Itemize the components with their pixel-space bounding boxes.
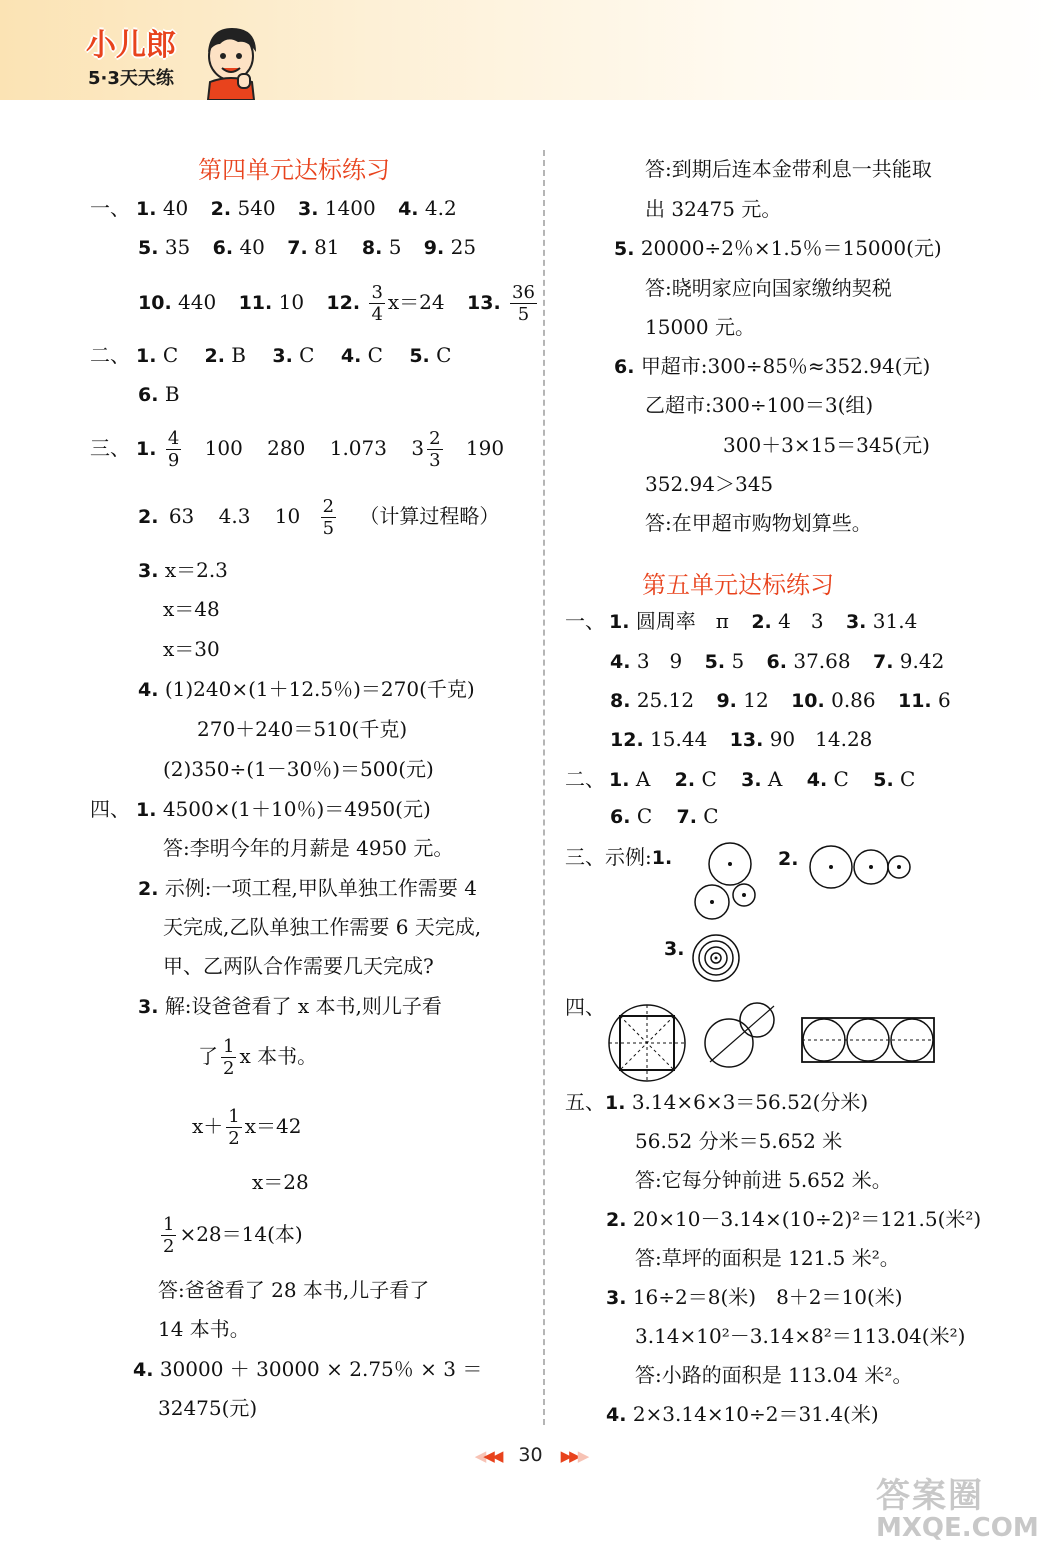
unit5-s1-line4: 12. 15.44 13. 90 14.28 [610, 727, 873, 751]
unit4-s2-line2: 6. B [138, 382, 180, 406]
brand-subtitle: 5·3天天练 [88, 68, 174, 89]
equation-line: 32475(元) [158, 1396, 258, 1420]
circles-figure-2 [805, 844, 917, 892]
answer: 25 [450, 235, 477, 259]
mascot-boy-icon [198, 22, 264, 100]
unit5-s3-label: 三、示例:1. [565, 845, 673, 869]
equation-line: 352.94＞345 [645, 472, 774, 496]
unit4-s3-q3: 3. x＝2.3 [138, 558, 228, 582]
concentric-circles-figure [690, 932, 742, 984]
fraction: $\frac{1}{2}$ [228, 1106, 240, 1149]
unit5-heading: 第五单元达标练习 [642, 571, 834, 599]
next-arrows-icon: ▶▶▶ [560, 1447, 587, 1465]
fraction: $\frac{1}{2}$ [163, 1214, 175, 1257]
answer-line: 答:它每分钟前进 5.652 米。 [635, 1168, 892, 1192]
unit4-s3-q2: 2. 63 4.3 10 $\frac{2}{5}$ （计算过程略） [138, 496, 500, 539]
page-footer [0, 1444, 1061, 1466]
unit5-s3-n3: 3. [664, 938, 685, 960]
unit5-s1-line3: 8. 25.12 9. 12 10. 0.86 11. 6 [610, 688, 951, 712]
unit5-s2-line1: 二、 1. A 2. C 3. A 4. C 5. C [565, 767, 916, 791]
unit4-s4-q3: 3. 解:设爸爸看了 x 本书,则儿子看 [138, 994, 442, 1018]
fraction: $\frac{4}{9}$ [167, 428, 180, 471]
answer-line: 答:晓明家应向国家缴纳契税 [645, 276, 892, 300]
unit4-s3-q1: 三、 1. $\frac{4}{9}$ 100 280 1.073 3 $\frac{2}{3}$ 190 [90, 428, 505, 471]
fraction: $\frac{3}{4}$ [371, 282, 383, 325]
brand-logo [86, 20, 266, 100]
section-label: 一、 [565, 609, 605, 633]
answer-line: 答:李明今年的月薪是 4950 元。 [163, 836, 454, 860]
right-q6: 6. 甲超市:300÷85％≈352.94(元) [614, 354, 931, 378]
answer: x＝24 [387, 290, 445, 314]
text-line: 甲、乙两队合作需要几天完成? [163, 954, 434, 978]
equation-line: x＝30 [163, 637, 220, 661]
text-line: 天完成,乙队单独工作需要 6 天完成, [163, 915, 482, 939]
brand-title: 小儿郎 [86, 28, 176, 63]
unit4-s1-line1: 一、 1. 40 2. 540 3. 1400 4. 4.2 [90, 196, 457, 220]
unit4-s1-line2: 5. 35 6. 40 7. 81 8. 5 9. 25 [138, 235, 477, 259]
section-label: 三、 [90, 436, 130, 460]
unit4-s4-q1: 四、 1. 4500×(1＋10％)＝4950(元) [90, 797, 431, 821]
watermark: 答案圈 MXQE.COM [876, 1476, 1039, 1543]
answer: 35 [164, 235, 191, 259]
square-in-circle-figure [604, 1000, 690, 1086]
unit4-s1-line3: 10. 440 11. 10 12. $\frac{3}{4}$ x＝24 13. $\frac{36}{5}$ [138, 282, 535, 325]
section-label: 五、 [565, 1090, 605, 1114]
fraction: $\frac{2}{3}$ [429, 428, 441, 471]
unit5-s5-q1: 五、1. 3.14×6×3＝56.52(分米) [565, 1090, 869, 1114]
fraction: $\frac{1}{2}$ [223, 1036, 235, 1079]
section-label: 一、 [90, 196, 130, 220]
tangent-circles-figure [702, 1000, 780, 1072]
equation-line: 270＋240＝510(千克) [197, 717, 408, 741]
equation-line: x＝28 [252, 1170, 309, 1194]
right-q5: 5. 20000÷2％×1.5％＝15000(元) [614, 236, 942, 260]
unit4-s4-q4: 4. 30000 ＋ 30000 × 2.75％ × 3 ＝ [133, 1357, 483, 1381]
answer-line: 15000 元。 [645, 315, 755, 339]
unit4-heading: 第四单元达标练习 [198, 156, 390, 184]
answer: 5 [388, 235, 402, 259]
unit5-s4-label: 四、 [565, 995, 605, 1019]
unit4-s3-q4: 4. (1)240×(1＋12.5％)＝270(千克) [138, 677, 475, 701]
answer-line: 答:到期后连本金带利息一共能取 [645, 157, 932, 181]
unit5-s1-line2: 4. 3 9 5. 5 6. 37.68 7. 9.42 [610, 649, 945, 673]
unit5-s3-n2: 2. [778, 848, 799, 870]
prev-arrows-icon: ◀◀◀ [474, 1447, 501, 1465]
answer: 4.2 [424, 196, 457, 220]
column-divider [543, 150, 545, 1425]
fraction: $\frac{36}{5}$ [512, 282, 535, 325]
equation-line: (2)350÷(1－30％)＝500(元) [163, 757, 434, 781]
answer-line: 答:小路的面积是 113.04 米²。 [635, 1363, 913, 1387]
unit4-s2-line1: 二、 1. C 2. B 3. C 4. C 5. C [90, 343, 452, 367]
equation-line: x＝48 [163, 597, 220, 621]
equation-line: 乙超市:300÷100＝3(组) [645, 393, 874, 417]
answer-line: 答:草坪的面积是 121.5 米²。 [635, 1246, 900, 1270]
text-line: 了 $\frac{1}{2}$ x 本书。 [198, 1036, 318, 1079]
answer-line: 答:爸爸看了 28 本书,儿子看了 [158, 1278, 430, 1302]
unit5-s5-q2: 2. 20×10－3.14×(10÷2)²＝121.5(米²) [606, 1207, 982, 1231]
answer: 10 [278, 290, 305, 314]
answer: 40 [239, 235, 265, 259]
section-label: 四、 [90, 797, 130, 821]
answer-line: 14 本书。 [158, 1317, 250, 1341]
unit5-s2-line2: 6. C 7. C [610, 804, 719, 828]
answer: 81 [314, 235, 340, 259]
equation-line: 3.14×10²－3.14×8²＝113.04(米²) [635, 1324, 966, 1348]
section-label: 二、 [90, 343, 130, 367]
section-label: 二、 [565, 767, 605, 791]
answer-line: 出 32475 元。 [645, 197, 782, 221]
answer: 40 [162, 196, 189, 220]
answer-line: 答:在甲超市购物划算些。 [645, 511, 872, 535]
equation-line: $\frac{1}{2}$ ×28＝14(本) [163, 1214, 303, 1257]
answer: 1400 [324, 196, 376, 220]
page-number: 30 [518, 1444, 543, 1466]
answer: 540 [237, 196, 276, 220]
circles-figure-1 [690, 840, 760, 925]
three-circles-in-rectangle-figure [800, 1016, 936, 1066]
unit5-s1-line1: 一、 1. 圆周率 π 2. 4 3 3. 31.4 [565, 609, 918, 633]
unit5-s5-q4: 4. 2×3.14×10÷2＝31.4(米) [606, 1402, 879, 1426]
fraction: $\frac{2}{5}$ [322, 496, 335, 539]
equation-line: 300＋3×15＝345(元) [723, 433, 930, 457]
answer: 440 [178, 290, 217, 314]
unit4-s4-q2: 2. 示例:一项工程,甲队单独工作需要 4 [138, 876, 477, 900]
equation-line: x＋ $\frac{1}{2}$ x＝42 [192, 1106, 302, 1149]
unit5-s5-q3: 3. 16÷2＝8(米) 8＋2＝10(米) [606, 1285, 903, 1309]
equation-line: 56.52 分米＝5.652 米 [635, 1129, 843, 1153]
